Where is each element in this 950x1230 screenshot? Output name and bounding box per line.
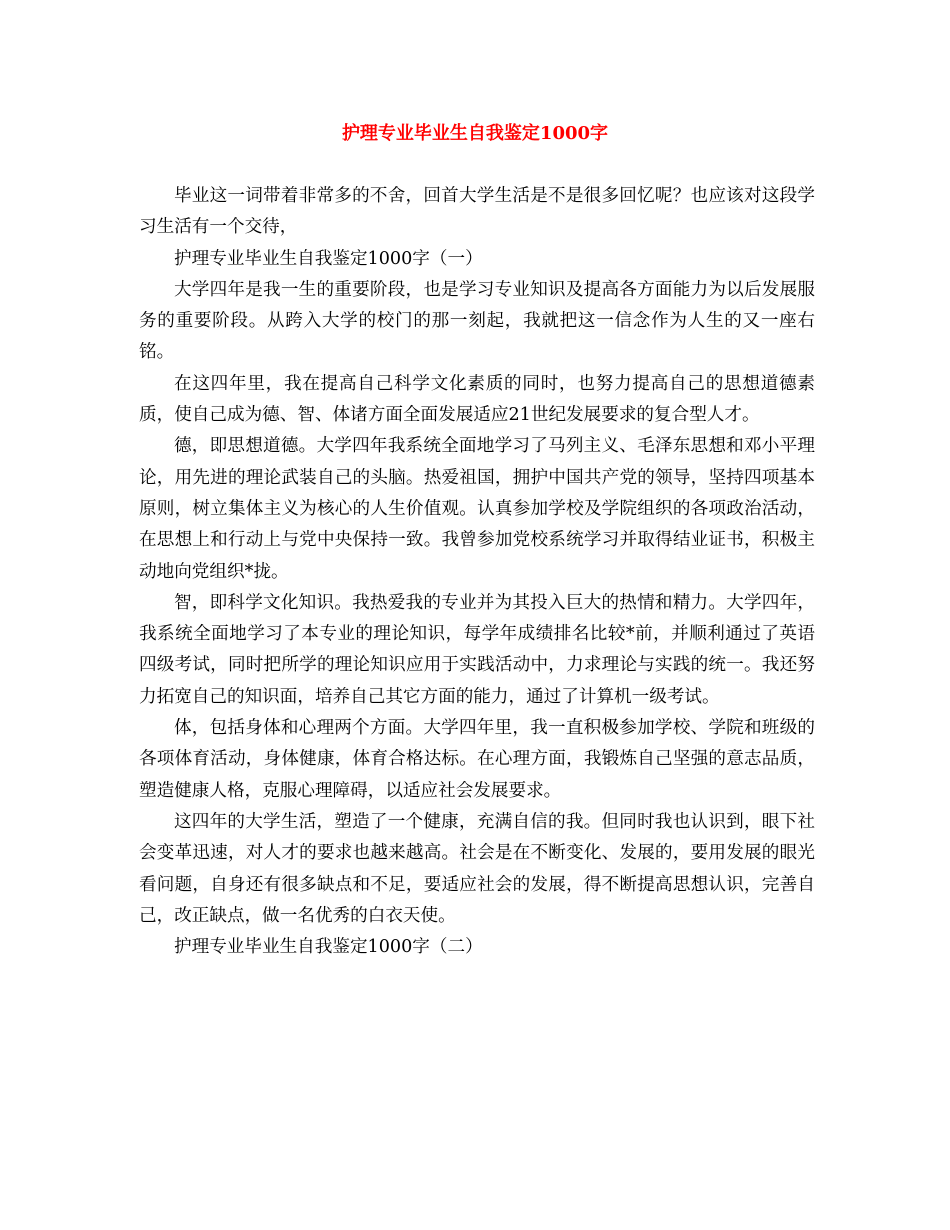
document-body — [139, 181, 815, 963]
document-title: 护理专业毕业生自我鉴定1000字 — [341, 123, 609, 144]
paragraph-intro: 毕业这一词带着非常多的不舍，回首大学生活是不是很多回忆呢？也应该对这段学习生活有一个交待， — [139, 186, 815, 238]
section-heading-1: 护理专业毕业生自我鉴定1000字（一） — [174, 248, 483, 269]
paragraph: 大学四年是我一生的重要阶段，也是学习专业知识及提高各方面能力为以后发展服务的重要阶段。从跨入大学的校门的那一刻起，我就把这一信念作为人生的又一座右铭。 — [139, 279, 815, 363]
paragraph: 体，包括身体和心理两个方面。大学四年里，我一直积极参加学校、学院和班级的各项体育活动，身体健康，体育合格达标。在心理方面，我锻炼自己坚强的意志品质，塑造健康人格，克服心理障碍，以适应社会发展要求。 — [139, 718, 815, 801]
paragraph: 智，即科学文化知识。我热爱我的专业并为其投入巨大的热情和精力。大学四年，我系统全面地学习了本专业的理论知识，每学年成绩排名比较*前，并顺利通过了英语四级考试，同时把所学的理论知识应用于实践活动中，力求理论与实践的统一。我还努力拓宽自己的知识面，培养自己其它方面的能力，通过了计算机一级考试。 — [139, 592, 815, 707]
section-heading-2: 护理专业毕业生自我鉴定1000字（二） — [174, 937, 483, 958]
paragraph: 德，即思想道德。大学四年我系统全面地学习了马列主义、毛泽东思想和邓小平理论，用先进的理论武装自己的头脑。热爱祖国，拥护中国共产党的领导，坚持四项基本原则，树立集体主义为核心的人生价值观。认真参加学校及学院组织的各项政治活动，在思想上和行动上与党中央保持一致。我曾参加党校系统学习并取得结业证书，积极主动地向党组织*拢。 — [139, 436, 815, 582]
paragraph: 这四年的大学生活，塑造了一个健康，充满自信的我。但同时我也认识到，眼下社会变革迅速，对人才的要求也越来越高。社会是在不断变化、发展的，要用发展的眼光看问题，自身还有很多缺点和不足，要适应社会的发展，得不断提高思想认识，完善自己，改正缺点，做一名优秀的白衣天使。 — [139, 811, 815, 926]
paragraph: 在这四年里，我在提高自己科学文化素质的同时，也努力提高自己的思想道德素质，使自己成为德、智、体诸方面全面发展适应21世纪发展要求的复合型人才。 — [139, 373, 815, 426]
